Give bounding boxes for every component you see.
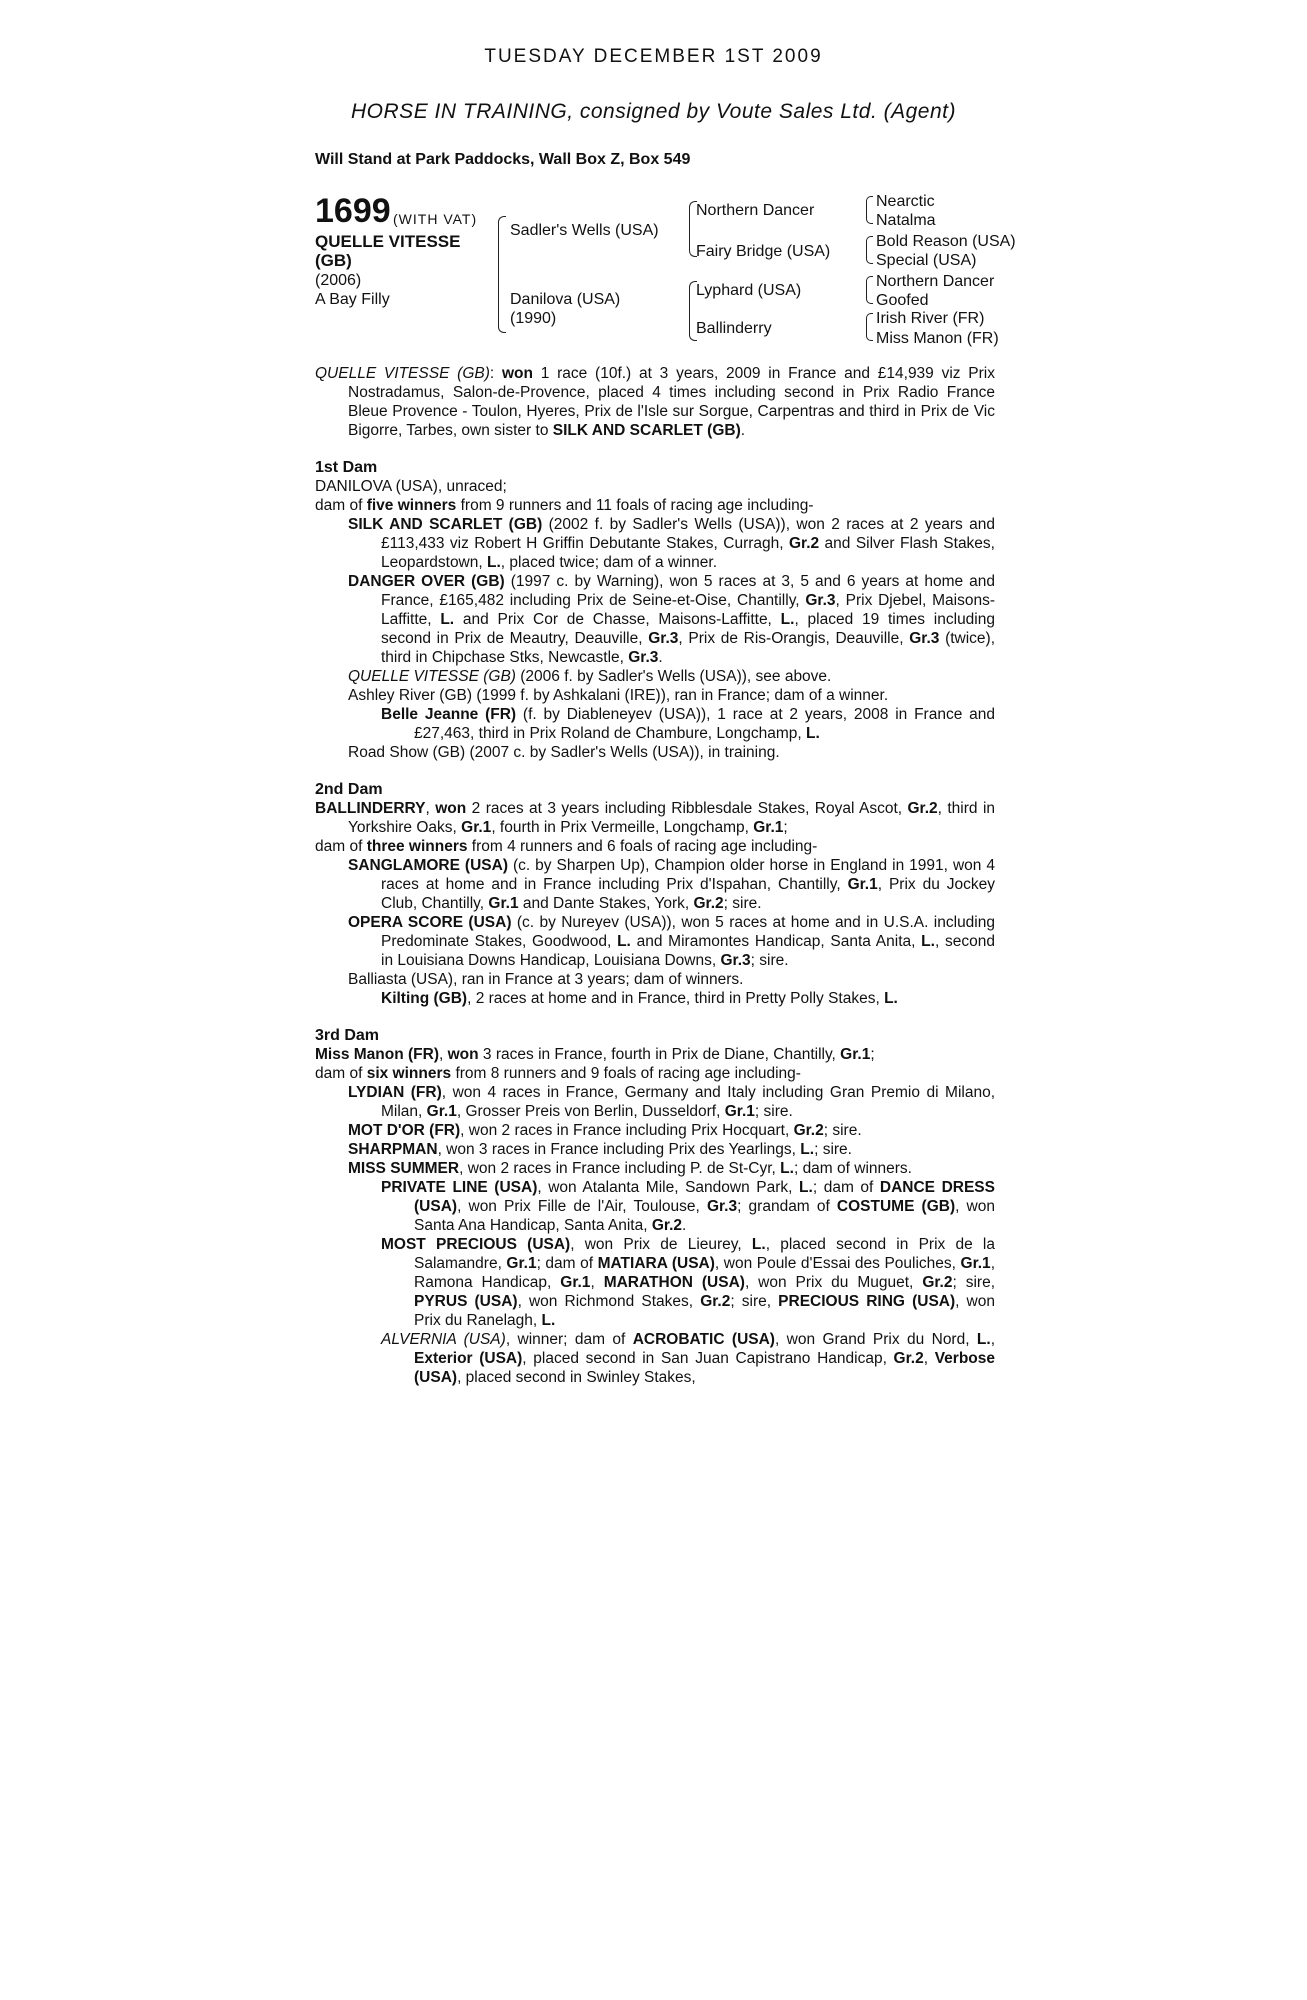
text: ; sire, — [730, 1293, 779, 1310]
pedigree-sss: Nearctic — [876, 193, 935, 210]
pedigree-sds: Bold Reason (USA) — [876, 233, 1016, 250]
vat-note: (WITH VAT) — [393, 211, 478, 227]
text: ; — [783, 819, 788, 836]
horse-name — [315, 232, 485, 270]
text: , won Grand Prix du Nord, — [774, 1331, 977, 1348]
produce-entry — [348, 1159, 995, 1178]
grade: Gr.1 — [753, 819, 784, 836]
winners-count: three winners — [366, 838, 468, 855]
produce-name: MATIARA (USA) — [597, 1255, 715, 1272]
pedigree-ss: Northern Dancer — [696, 202, 815, 219]
produce-name: DANGER OVER (GB) — [348, 573, 505, 590]
produce-entry — [381, 1235, 995, 1330]
produce-name: PRIVATE LINE (USA) — [381, 1179, 538, 1196]
produce-name: PYRUS (USA) — [414, 1293, 518, 1310]
second-dam-line — [315, 799, 995, 837]
produce-entry: Ashley River (GB) (1999 f. by Ashkalani (IRE)), ran in France; dam of a winner. — [348, 687, 889, 704]
grade: L. — [800, 1141, 815, 1158]
text: , Grosser Preis von Berlin, Dusseldorf, — [456, 1103, 725, 1120]
text: . — [658, 649, 663, 666]
pedigree-dd: Ballinderry — [696, 320, 772, 337]
text: , — [590, 1274, 604, 1291]
horse-description: A Bay Filly — [315, 291, 390, 308]
pedigree-ddd: Miss Manon (FR) — [876, 330, 999, 347]
text: , — [439, 1046, 448, 1063]
grade: Gr.3 — [706, 1198, 738, 1215]
pedigree-ssd: Natalma — [876, 212, 936, 229]
text: , 2 races at home and in France, third in Pretty Polly Stakes, — [467, 990, 885, 1007]
produce-name: ALVERNIA (USA) — [381, 1331, 506, 1348]
produce-name: SHARPMAN — [348, 1141, 438, 1158]
winners-count: five winners — [366, 497, 457, 514]
produce-name: COSTUME (GB) — [836, 1198, 956, 1215]
horse-name-line1: QUELLE VITESSE — [315, 232, 461, 251]
produce-name: Verbose (USA) — [414, 1350, 995, 1386]
first-dam-produce-intro — [315, 496, 995, 515]
text: 3 races in France, fourth in Prix de Diane, Chantilly, — [478, 1046, 841, 1063]
horse-details — [315, 271, 390, 309]
produce-name: DANCE DRESS (USA) — [414, 1179, 995, 1215]
pedigree-brace-ss — [866, 196, 873, 224]
text: ; sire, — [952, 1274, 996, 1291]
grade: L. — [440, 611, 455, 628]
text: , winner; dam of — [505, 1331, 633, 1348]
grade: L. — [541, 1312, 556, 1329]
pedigree-dsd: Goofed — [876, 292, 929, 309]
produce-name: QUELLE VITESSE (GB) — [348, 668, 516, 685]
grade: Gr.2 — [893, 1350, 924, 1367]
produce-entry — [348, 667, 995, 686]
dam-name: BALLINDERRY — [315, 800, 426, 817]
text: , won Prix de Lieurey, — [570, 1236, 752, 1253]
text: , third in Yorkshire Oaks, — [348, 800, 996, 836]
produce-entry: Balliasta (USA), ran in France at 3 years; dam of winners. — [348, 971, 744, 988]
grade: Gr.3 — [720, 952, 751, 969]
produce-entry — [348, 856, 995, 913]
text: and Miramontes Handicap, Santa Anita, — [630, 933, 922, 950]
text: from 4 runners and 6 foals of racing age including- — [467, 838, 818, 855]
pedigree-sd: Fairy Bridge (USA) — [696, 243, 831, 260]
grade: Gr.1 — [847, 876, 878, 893]
text: , won Prix du Ranelagh, — [414, 1293, 995, 1329]
grade: Gr.1 — [560, 1274, 591, 1291]
produce-entry — [381, 989, 995, 1008]
pedigree-dds: Irish River (FR) — [876, 310, 985, 327]
third-dam-heading: 3rd Dam — [315, 1027, 380, 1044]
produce-name: SANGLAMORE (USA) — [348, 857, 508, 874]
grade: Gr.1 — [840, 1046, 871, 1063]
text: (1997 c. by Warning), won 5 races at 3, 5 and 6 years at home and France, £165,482 including Prix de Seine-et-Oise, Chantilly, — [381, 573, 995, 609]
dam-name: Miss Manon (FR) — [315, 1046, 439, 1063]
text: , Prix de Ris-Orangis, Deauville, — [678, 630, 910, 647]
text: , Prix du Jockey Club, Chantilly, — [381, 876, 995, 912]
produce-entry — [348, 913, 995, 970]
pedigree-ds: Lyphard (USA) — [696, 282, 802, 299]
first-dam-heading: 1st Dam — [315, 459, 378, 476]
text: and Prix Cor de Chasse, Maisons-Laffitte, — [454, 611, 781, 628]
produce-name: SILK AND SCARLET (GB) — [348, 516, 543, 533]
grade: Gr.2 — [907, 800, 938, 817]
text: dam of — [315, 1065, 367, 1082]
produce-entry: Road Show (GB) (2007 c. by Sadler's Wells (USA)), in training. — [348, 744, 780, 761]
pedigree-sdd: Special (USA) — [876, 252, 977, 269]
text: , fourth in Prix Vermeille, Longchamp, — [491, 819, 754, 836]
grade: Gr.3 — [628, 649, 659, 666]
text: ; sire. — [814, 1141, 852, 1158]
pedigree-dam — [510, 290, 620, 328]
text: , won 3 races in France including Prix des Yearlings, — [437, 1141, 801, 1158]
text: , — [425, 800, 436, 817]
pedigree-dss: Northern Dancer — [876, 273, 995, 290]
text: ; dam of — [812, 1179, 880, 1196]
text: and Silver Flash Stakes, Leopardstown, — [381, 535, 995, 571]
text: , won Santa Ana Handicap, Santa Anita, — [414, 1198, 995, 1234]
sister-name: SILK AND SCARLET (GB) — [552, 422, 741, 439]
won-label: won — [447, 1046, 479, 1063]
text: , placed second in San Juan Capistrano Handicap, — [522, 1350, 894, 1367]
lot-number: 1699 — [315, 192, 391, 230]
produce-name: Exterior (USA) — [414, 1350, 523, 1367]
text: (2006 f. by Sadler's Wells (USA)), see above. — [515, 668, 832, 685]
produce-entry — [381, 705, 995, 743]
text: , Ramona Handicap, — [414, 1255, 995, 1291]
grade: Gr.2 — [922, 1274, 953, 1291]
text: ; sire. — [723, 895, 762, 912]
produce-name: PRECIOUS RING (USA) — [778, 1293, 956, 1310]
horse-summary: QUELLE VITESSE (GB): won 1 race (10f.) at 3 years, 2009 in France and £14,939 viz Prix Nostradamus, Salon-de-Provence, placed 4 times including second in Prix Radio France Bleue Provence - Toulon, Hyeres, Prix de l'Isle sur Sorgue, Carpentras and third in Prix de Vic Bigorre, Tarbes, own sister to SILK AND SCARLET (GB). — [315, 365, 995, 439]
text: , won Poule d'Essai des Pouliches, — [714, 1255, 961, 1272]
produce-entry — [348, 1083, 995, 1121]
text: from 8 runners and 9 foals of racing age including- — [451, 1065, 801, 1082]
produce-entry — [348, 572, 995, 667]
text: (c. by Sharpen Up), Champion older horse in England in 1991, won 4 races at home and in France including Prix d'Ispahan, Chantilly, — [381, 857, 995, 893]
grade: Gr.3 — [805, 592, 836, 609]
consignment-line: HORSE IN TRAINING, consigned by Voute Sales Ltd. (Agent) — [351, 100, 956, 123]
grade: Gr.1 — [426, 1103, 457, 1120]
grade: L. — [487, 554, 501, 571]
produce-entry — [381, 1330, 995, 1387]
text: . — [682, 1217, 687, 1234]
text: , won 2 races in France including P. de St-Cyr, — [459, 1160, 781, 1177]
grade: Gr.1 — [488, 895, 519, 912]
produce-name: LYDIAN (FR) — [348, 1084, 442, 1101]
text: from 9 runners and 11 foals of racing age including- — [456, 497, 814, 514]
second-dam-produce-intro — [315, 837, 995, 856]
text: ; sire. — [754, 1103, 793, 1120]
grade: L. — [806, 725, 820, 742]
produce-name: ACROBATIC (USA) — [632, 1331, 775, 1348]
grade: L. — [799, 1179, 813, 1196]
grade: Gr.1 — [506, 1255, 537, 1272]
grade: L. — [617, 933, 631, 950]
text: 2 races at 3 years including Ribblesdale Stakes, Royal Ascot, — [466, 800, 908, 817]
produce-name: Kilting (GB) — [381, 990, 468, 1007]
grade: L. — [884, 990, 898, 1007]
third-dam-produce-intro — [315, 1064, 995, 1083]
produce-name: MOT D'OR (FR) — [348, 1122, 461, 1139]
text: (twice), third in Chipchase Stks, Newcastle, — [381, 630, 996, 666]
grade: L. — [751, 1236, 766, 1253]
text: , won Atalanta Mile, Sandown Park, — [537, 1179, 800, 1196]
grade: Gr.2 — [700, 1293, 731, 1310]
text: , second in Louisiana Downs Handicap, Louisiana Downs, — [381, 933, 995, 969]
pedigree-dam-name: Danilova (USA) — [510, 291, 621, 308]
text: (f. by Diableneyev (USA)), 1 race at 2 years, 2008 in France and £27,463, third in Prix Roland de Chambure, Longchamp, — [414, 706, 995, 742]
second-dam-heading: 2nd Dam — [315, 781, 383, 798]
produce-name: Belle Jeanne (FR) — [381, 706, 517, 723]
horse-name-line2: (GB) — [315, 251, 352, 270]
pedigree-brace-dd — [866, 313, 873, 341]
text: ; sire. — [823, 1122, 862, 1139]
won-label: won — [435, 800, 467, 817]
grade: Gr.1 — [724, 1103, 755, 1120]
produce-entry — [381, 1178, 995, 1235]
text: , won 2 races in France including Prix Hocquart, — [460, 1122, 794, 1139]
winners-count: six winners — [366, 1065, 452, 1082]
produce-name: MOST PRECIOUS (USA) — [381, 1236, 571, 1253]
horse-year: (2006) — [315, 272, 362, 289]
text: , won Prix Fille de l'Air, Toulouse, — [457, 1198, 707, 1215]
text: dam of — [315, 497, 367, 514]
stand-location: Will Stand at Park Paddocks, Wall Box Z, Box 549 — [315, 151, 691, 168]
produce-entry — [348, 1121, 995, 1140]
text: and Dante Stakes, York, — [518, 895, 694, 912]
text: , won Prix du Muguet, — [744, 1274, 923, 1291]
grade: Gr.2 — [788, 535, 820, 552]
sale-date: TUESDAY DECEMBER 1ST 2009 — [484, 46, 823, 67]
catalogue-body — [315, 364, 995, 1387]
horse-summary-name: QUELLE VITESSE (GB) — [315, 365, 490, 382]
produce-name: MISS SUMMER — [348, 1160, 460, 1177]
text: , won 4 races in France, Germany and Italy including Gran Premio di Milano, Milan, — [381, 1084, 996, 1120]
text: , won Richmond Stakes, — [517, 1293, 701, 1310]
text: ; grandam of — [737, 1198, 837, 1215]
grade: Gr.2 — [793, 1122, 824, 1139]
pedigree-brace-main — [498, 216, 506, 333]
produce-entry — [348, 515, 995, 572]
grade: Gr.1 — [960, 1255, 991, 1272]
text: , Prix Djebel, Maisons-Laffitte, — [381, 592, 995, 628]
won-label: won — [501, 365, 533, 382]
grade: Gr.2 — [651, 1217, 683, 1234]
text: , — [990, 1331, 995, 1348]
text: (c. by Nureyev (USA)), won 5 races at home and in U.S.A. including Predominate Stakes, Goodwood, — [381, 914, 995, 950]
grade: L. — [976, 1331, 991, 1348]
text: ; dam of — [536, 1255, 598, 1272]
produce-name: MARATHON (USA) — [603, 1274, 745, 1291]
third-dam-line — [315, 1045, 995, 1064]
text: , — [923, 1350, 935, 1367]
grade: L. — [780, 1160, 794, 1177]
produce-name: OPERA SCORE (USA) — [348, 914, 512, 931]
text: , placed 19 times including second in Prix de Meautry, Deauville, — [381, 611, 995, 647]
text: ; sire. — [750, 952, 789, 969]
grade: Gr.1 — [461, 819, 492, 836]
pedigree-brace-sd — [866, 236, 873, 264]
text: ; — [870, 1046, 875, 1063]
punct: . — [740, 422, 746, 439]
grade: Gr.3 — [648, 630, 679, 647]
produce-entry — [348, 1140, 995, 1159]
text: , placed second in Swinley Stakes, — [457, 1369, 696, 1386]
text: ; dam of winners. — [793, 1160, 912, 1177]
pedigree-sire: Sadler's Wells (USA) — [510, 222, 659, 239]
text: dam of — [315, 838, 367, 855]
grade: Gr.3 — [909, 630, 940, 647]
grade: Gr.2 — [693, 895, 724, 912]
horse-summary-text: 1 race (10f.) at 3 years, 2009 in France and £14,939 viz Prix Nostradamus, Salon-de-Provence, placed 4 times including second in Prix Radio France Bleue Provence - Toulon, Hyeres, Prix de l'Isle sur Sorgue, Carpentras and third in Prix de Vic Bigorre, Tarbes, own sister to — [348, 365, 995, 439]
grade: L. — [780, 611, 795, 628]
first-dam-line: DANILOVA (USA), unraced; — [315, 478, 507, 495]
text: , placed second in Prix de la Salamandre, — [414, 1236, 995, 1272]
pedigree-brace-ds — [866, 276, 873, 304]
pedigree-dam-year: (1990) — [510, 310, 557, 327]
text: (2002 f. by Sadler's Wells (USA)), won 2 races at 2 years and £113,433 viz Robert H Griffin Debutante Stakes, Curragh, — [381, 516, 995, 552]
text: , placed twice; dam of a winner. — [500, 554, 718, 571]
grade: L. — [921, 933, 935, 950]
